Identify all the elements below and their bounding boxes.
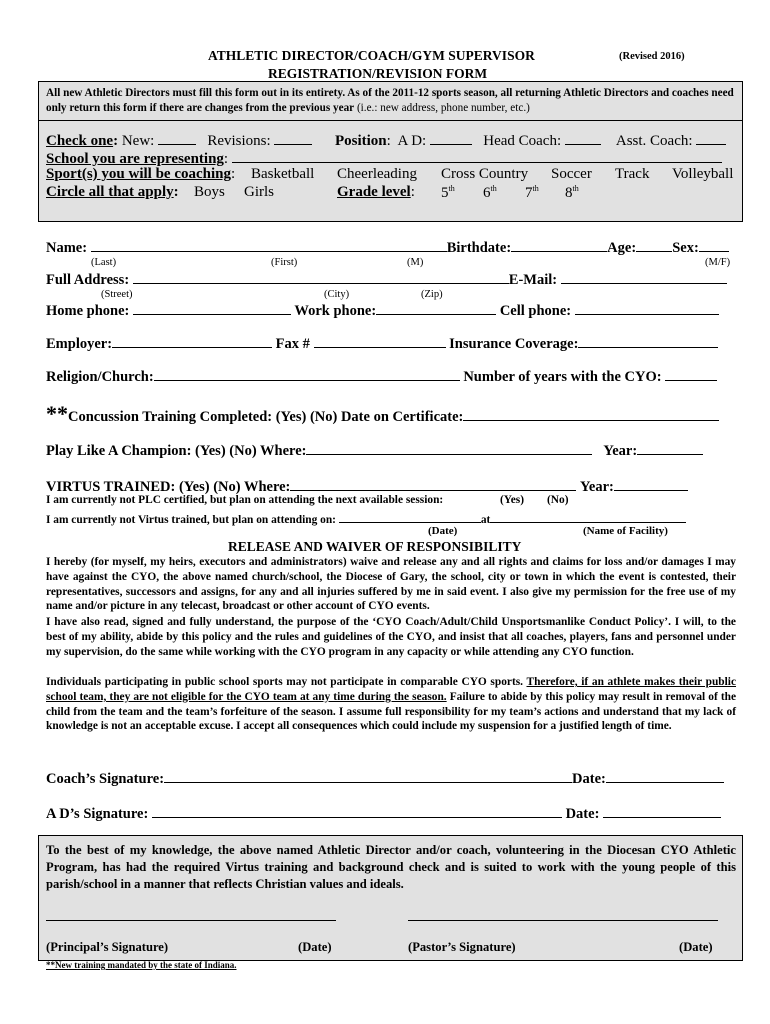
principal-signature-line[interactable] bbox=[46, 920, 336, 921]
virtus-year-label: Year bbox=[580, 479, 610, 495]
ad-signature-field[interactable] bbox=[152, 804, 562, 818]
school-label: School you are representing bbox=[46, 151, 224, 167]
footnote: **New training mandated by the state of Indiana. bbox=[46, 960, 237, 970]
work-phone-field[interactable] bbox=[376, 301, 496, 315]
notice-text bbox=[46, 86, 736, 115]
plc-row bbox=[46, 494, 443, 506]
at-label: at bbox=[480, 514, 491, 526]
full-address-label: Full Address bbox=[46, 272, 125, 288]
sport-cheerleading[interactable]: Cheerleading bbox=[337, 166, 417, 182]
ad-signature-label: A D’s Signature: bbox=[46, 806, 149, 822]
ad-signature-row bbox=[46, 804, 721, 823]
hint-m: (M) bbox=[407, 257, 424, 268]
insurance-field[interactable] bbox=[578, 334, 718, 348]
virtus-where-field[interactable] bbox=[290, 477, 576, 491]
religion-row: Religion/Church: Number of years with the CYO: bbox=[46, 367, 717, 386]
asst-coach-label: Asst. Coach: bbox=[615, 133, 693, 149]
employer-label: Employer: bbox=[46, 336, 113, 352]
name-label: Name bbox=[46, 240, 83, 256]
grade-level-label: Grade level bbox=[337, 184, 411, 200]
principal-date-label: (Date) bbox=[298, 940, 332, 954]
sport-soccer[interactable]: Soccer bbox=[551, 166, 592, 182]
coach-date-label: Date: bbox=[572, 771, 606, 787]
plc-text: I am currently not PLC certified, but plan on attending the next available session: bbox=[46, 494, 444, 506]
notice-divider bbox=[38, 120, 743, 121]
head-coach-field[interactable] bbox=[565, 131, 601, 145]
grade-6[interactable]: 6th bbox=[483, 184, 497, 201]
notice-bold: All new Athletic Directors must fill this form out in its entirety. As of the 2011-12 sports season, all returning Athletic Directors and coaches need only return this form if there are changes from the previous year bbox=[46, 87, 734, 114]
email-field[interactable] bbox=[561, 270, 727, 284]
virtus-plan-text: I am currently not Virtus trained, but plan on attending on: bbox=[46, 514, 336, 526]
sex-field[interactable] bbox=[699, 238, 729, 252]
virtus-plan-facility-field[interactable] bbox=[490, 510, 686, 523]
school-field[interactable] bbox=[232, 149, 722, 163]
virtus-row: VIRTUS TRAINED: (Yes) (No) Where: Year: bbox=[46, 477, 688, 496]
concussion-row bbox=[46, 401, 719, 427]
virtus-plan-row bbox=[46, 510, 686, 526]
concussion-stars: ** bbox=[46, 401, 68, 426]
home-phone-label: Home phone bbox=[46, 303, 125, 319]
work-phone-label: Work phone: bbox=[294, 303, 377, 319]
asst-coach-field[interactable] bbox=[696, 131, 726, 145]
form-title-line1: ATHLETIC DIRECTOR/COACH/GYM SUPERVISOR bbox=[208, 48, 535, 63]
years-cyo-label: Number of years with the CYO bbox=[463, 369, 657, 385]
birthdate-field[interactable] bbox=[511, 238, 607, 252]
plc-yes[interactable]: (Yes) bbox=[500, 494, 525, 506]
revised-note: (Revised 2016) bbox=[619, 51, 685, 62]
employer-field[interactable] bbox=[112, 334, 272, 348]
grade-8[interactable]: 8th bbox=[565, 184, 579, 201]
coach-date-field[interactable] bbox=[606, 769, 724, 783]
position-label: Position bbox=[334, 133, 387, 149]
hint-date: (Date) bbox=[428, 525, 458, 537]
age-field[interactable] bbox=[636, 238, 672, 252]
sex-label: Sex bbox=[672, 240, 694, 256]
form-title-line2: REGISTRATION/REVISION FORM bbox=[268, 66, 488, 81]
pastor-date-label: (Date) bbox=[679, 940, 713, 954]
release-p3-end: Failure to abide by this policy may result in removal of the child from the team and the team’s forfeiture of the season. I assume full responsibility for my team’s actions and understand that my lack of knowledge is not an acceptable excuse. I accept all consequences which could include my suspension for a justified length of time. bbox=[46, 690, 736, 733]
circle-row: Circle all that apply: bbox=[46, 184, 179, 200]
school-row: School you are representing: bbox=[46, 149, 722, 168]
release-p3-underlined: Therefore, if an athlete makes their public school team, they are not eligible for the CYO team at any time during the season. bbox=[46, 676, 737, 703]
sport-basketball[interactable]: Basketball bbox=[251, 166, 315, 182]
cell-phone-field[interactable] bbox=[575, 301, 719, 315]
years-cyo-field[interactable] bbox=[665, 367, 717, 381]
pastor-signature-label: (Pastor’s Signature) bbox=[408, 940, 516, 954]
play-like-year-field[interactable] bbox=[637, 441, 703, 455]
virtus-label: VIRTUS TRAINED: (Yes) (No) Where: bbox=[46, 479, 291, 495]
fax-field[interactable] bbox=[314, 334, 446, 348]
gender-boys[interactable]: Boys bbox=[194, 184, 225, 200]
birthdate-label: Birthdate bbox=[446, 240, 507, 256]
revisions-label: Revisions: bbox=[207, 133, 271, 149]
revisions-field[interactable] bbox=[274, 131, 312, 145]
sport-cross-country[interactable]: Cross Country bbox=[441, 166, 529, 182]
grade-7[interactable]: 7th bbox=[525, 184, 539, 201]
play-like-label: Play Like A Champion: (Yes) (No) Where: bbox=[46, 443, 307, 459]
religion-label: Religion/Church bbox=[46, 369, 149, 385]
hint-last: (Last) bbox=[91, 257, 117, 268]
head-coach-label: Head Coach: bbox=[483, 133, 562, 149]
approval-statement: To the best of my knowledge, the above named Athletic Director and/or coach, volunteering in the Diocesan CYO Athletic Program, has had the required Virtus training and background check and is suited to work with the young people of this parish/school in a manner that reflects Christian values and ideals. bbox=[46, 843, 736, 891]
hint-mf: (M/F) bbox=[705, 257, 731, 268]
pastor-signature-line[interactable] bbox=[408, 920, 718, 921]
sports-label: Sport(s) you will be coaching bbox=[46, 166, 232, 182]
release-paragraph-3 bbox=[46, 675, 736, 734]
play-like-year-label: Year bbox=[603, 443, 633, 459]
sport-volleyball[interactable]: Volleyball bbox=[672, 166, 734, 182]
check-one-row: Check one: New: Revisions: Position: A D: Head Coach: Asst. Coach: bbox=[46, 131, 726, 150]
play-like-row: Play Like A Champion: (Yes) (No) Where: Year: bbox=[46, 441, 703, 460]
hint-first: (First) bbox=[271, 257, 298, 268]
circle-label: Circle all that apply bbox=[46, 184, 174, 200]
concussion-label: Concussion Training Completed: (Yes) (No) Date on Certificate: bbox=[68, 409, 464, 425]
hint-zip: (Zip) bbox=[421, 289, 443, 300]
email-label: E-Mail bbox=[508, 272, 553, 288]
coach-signature-label: Coach’s Signature: bbox=[46, 771, 165, 787]
grade-level-label-wrap: Grade level: bbox=[337, 184, 415, 200]
notice-plain: (i.e.: new address, phone number, etc.) bbox=[354, 101, 530, 114]
hint-facility: (Name of Facility) bbox=[583, 525, 668, 537]
coach-signature-field[interactable] bbox=[164, 769, 572, 783]
hint-street: (Street) bbox=[101, 289, 133, 300]
grade-5[interactable]: 5th bbox=[441, 184, 455, 201]
gender-girls[interactable]: Girls bbox=[244, 184, 274, 200]
virtus-plan-date-field[interactable] bbox=[339, 510, 481, 523]
sport-track[interactable]: Track bbox=[615, 166, 650, 182]
principal-signature-label: (Principal’s Signature) bbox=[46, 940, 169, 954]
fax-label: Fax # bbox=[275, 336, 310, 352]
virtus-year-field[interactable] bbox=[614, 477, 688, 491]
phone-row: Home phone: Work phone: Cell phone: bbox=[46, 301, 719, 320]
religion-field[interactable] bbox=[154, 367, 460, 381]
hint-city: (City) bbox=[324, 289, 350, 300]
release-paragraph-2: I have also read, signed and fully understand, the purpose of the ‘CYO Coach/Adult/Child Unsportsmanlike Conduct Policy’. I will, to the best of my ability, abide by this policy and the rules and guidelines of the CYO, and insist that all coaches, players, fans and personnel under my supervision, do the same while working with the CYO program in any capacity or while attending any CYO function. bbox=[46, 616, 736, 658]
address-row: Full Address: E-Mail: bbox=[46, 270, 727, 289]
check-one-label: Check one bbox=[46, 133, 114, 149]
ad-field[interactable] bbox=[430, 131, 472, 145]
coach-signature-row bbox=[46, 769, 724, 788]
name-field[interactable] bbox=[91, 238, 447, 252]
ad-label: A D: bbox=[397, 133, 427, 149]
release-heading: RELEASE AND WAIVER OF RESPONSIBILITY bbox=[228, 539, 522, 554]
ad-date-field[interactable] bbox=[603, 804, 721, 818]
address-field[interactable] bbox=[133, 270, 509, 284]
cell-phone-label: Cell phone bbox=[499, 303, 567, 319]
sports-row: Sport(s) you will be coaching: bbox=[46, 166, 236, 182]
play-like-where-field[interactable] bbox=[306, 441, 592, 455]
employer-row: Employer: Fax # Insurance Coverage: bbox=[46, 334, 718, 353]
ad-date-label: Date: bbox=[565, 806, 600, 822]
new-label: New: bbox=[121, 133, 155, 149]
new-field[interactable] bbox=[158, 131, 196, 145]
age-label: Age bbox=[607, 240, 632, 256]
release-paragraph-1: I hereby (for myself, my heirs, executors and administrators) waive and release any and all rights and claims for loss and/or damages I may have against the CYO, the above named church/school, the Diocese of Gary, the school, city or town in which the event is contested, their representatives, successors and assigns, for any and all injuries suffered by me in said event. I also give my permission for the free use of my name and/or picture in any telecast, broadcast or other account of CYO events. bbox=[46, 556, 736, 613]
name-row: Name: Birthdate: Age: Sex: bbox=[46, 238, 729, 257]
release-p3-start: Individuals participating in public school sports may not participate in comparable CYO sports. bbox=[46, 676, 527, 688]
insurance-label: Insurance Coverage bbox=[449, 336, 574, 352]
certificate-date-field[interactable] bbox=[463, 407, 719, 421]
home-phone-field[interactable] bbox=[133, 301, 291, 315]
plc-no[interactable]: (No) bbox=[547, 494, 569, 506]
